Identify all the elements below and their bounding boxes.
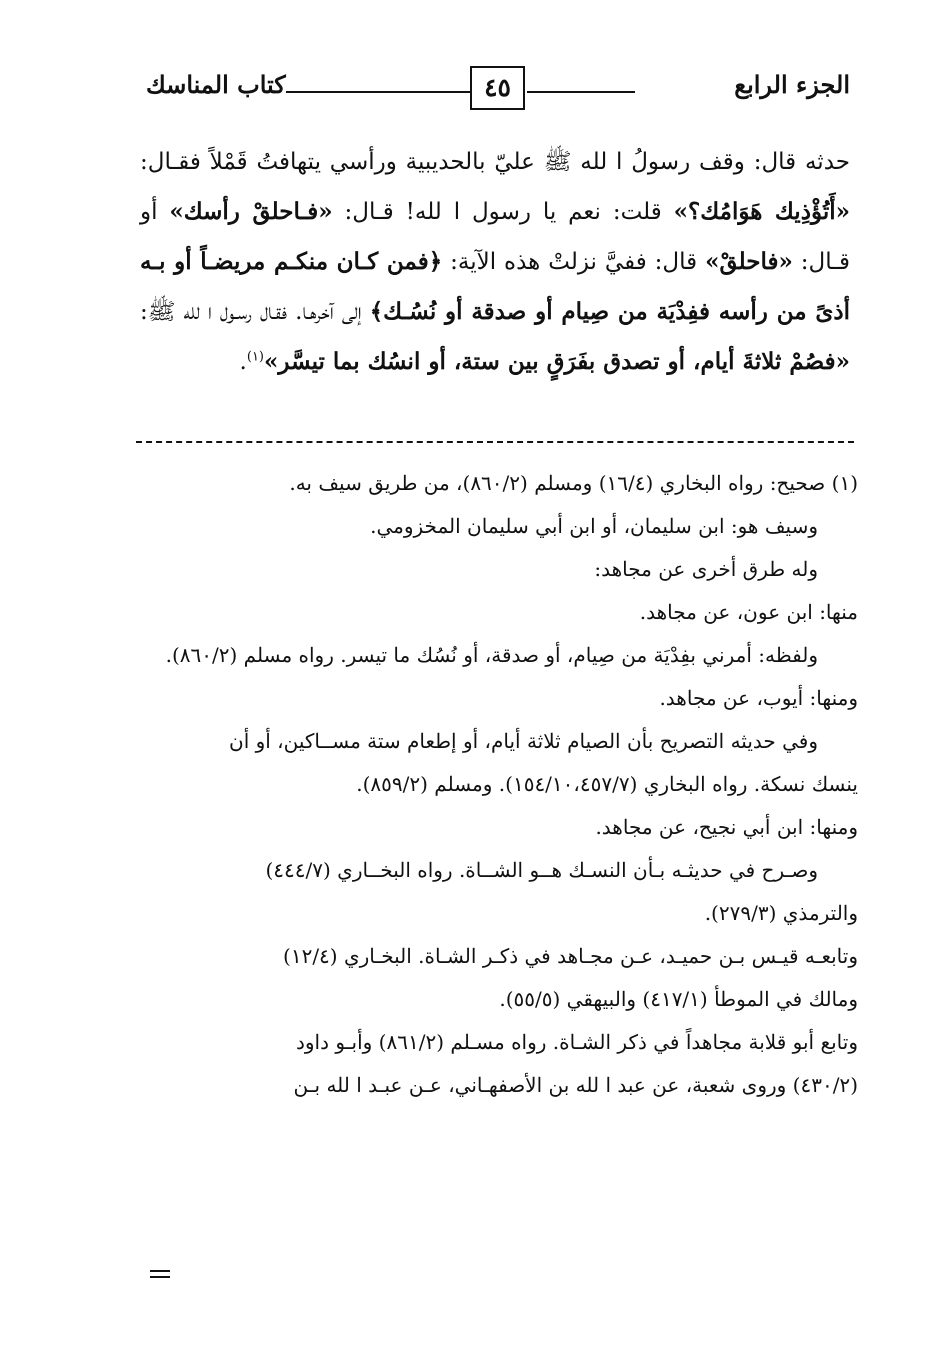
footnote-line: ولفظه: أمرني بفِدْيَة من صِيام، أو صدقة، أو نُسُك ما تيسر. رواه مسلم (٨٦٠/٢). <box>165 643 818 667</box>
hadith-quote-1: «أَتُؤْذِيك هَوَامُك؟» <box>673 198 851 225</box>
footnote-marker: (١) <box>246 349 264 365</box>
footnote-line: ومالك في الموطأ (٤١٧/١) والبيهقي (٥٥/٥). <box>499 987 858 1011</box>
header-rule-right <box>527 91 635 93</box>
hadith-quote-2: «فـاحلقْ رأسك» <box>169 198 333 225</box>
header-book-title: كتاب المناسك <box>146 70 286 99</box>
footnote-separator <box>136 441 854 443</box>
main-text-run: قلت: نعم يا رسول ا لله! قـال: <box>332 199 674 225</box>
main-text-run: . <box>239 349 247 375</box>
quran-verse: ﴿فمن كـان منكـم مريضـاً أو بـه أذىً من رأسه ففِدْيَة من صِيام أو صدقة أو نُسُـك﴾ <box>140 248 850 325</box>
footnote-line: وصـرح في حديثـه بـأن النسـك هــو الشــاة. رواه البخــاري (٤٤٤/٧) <box>265 858 818 882</box>
main-paragraph <box>140 138 850 387</box>
footnote-line: ومنها: أيوب، عن مجاهد. <box>659 686 858 710</box>
main-text-run: قال: ففيَّ نزلتْ هذه الآية: <box>442 249 706 275</box>
continuation-mark <box>150 1270 170 1278</box>
footnote-line: وتابع أبو قلابة مجاهداً في ذكر الشـاة. رواه مسـلم (٨٦١/٢) وأبـو داود <box>295 1030 858 1054</box>
footnote-line: وله طرق أخرى عن مجاهد: <box>594 557 818 581</box>
footnote-line: منها: ابن عون، عن مجاهد. <box>639 600 858 624</box>
main-line-1: حدثه قال: وقف رسولُ ا لله ﷺ عليّ بالحديبية ورأسي يتهافتُ قَمْلاً فقـال: <box>140 149 850 175</box>
header-rule-left <box>286 91 470 93</box>
footnote-line: ومنها: ابن أبي نجيح، عن مجاهد. <box>595 815 858 839</box>
main-text-run: أو قـال: <box>140 199 850 275</box>
footnotes <box>150 462 858 1107</box>
footnote-line: وفي حديثه التصريح بأن الصيام ثلاثة أيام، أو إطعام ستة مســاكين، أو أن <box>229 729 818 753</box>
footnote-line: وسيف هو: ابن سليمان، أو ابن أبي سليمان المخزومي. <box>370 514 818 538</box>
main-text <box>140 138 850 387</box>
footnote-line: والترمذي (٢٧٩/٣). <box>704 901 858 925</box>
page-number: ٤٥ <box>470 66 525 110</box>
footnote-line: ينسك نسكة. رواه البخاري (١٥٤/١٠،٤٥٧/٧). ومسلم (٨٥٩/٢). <box>356 772 858 796</box>
main-text-run: إلى آخرهـا. فقـال رسـول ا لله ﷺ: <box>140 299 370 325</box>
footnote-line: (١) صحيح: رواه البخاري (١٦/٤) ومسلم (٨٦٠/٢)، من طريق سيف به. <box>289 471 858 495</box>
hadith-quote-4: «فصُمْ ثلاثةَ أيام، أو تصدق بفَرَقٍ بين ستة، أو انسُك بما تيسَّر» <box>264 348 850 375</box>
footnote-line: (٤٣٠/٢) وروى شعبة، عن عبد ا لله بن الأصفهـاني، عـن عبـد ا لله بـن <box>293 1073 858 1097</box>
hadith-quote-3: «فاحلقْ» <box>705 248 793 275</box>
header-part-title: الجزء الرابع <box>734 70 850 99</box>
footnote-line: وتابعـه قيـس بـن حميـد، عـن مجـاهد في ذكـر الشـاة. البخـاري (١٢/٤) <box>283 944 858 968</box>
